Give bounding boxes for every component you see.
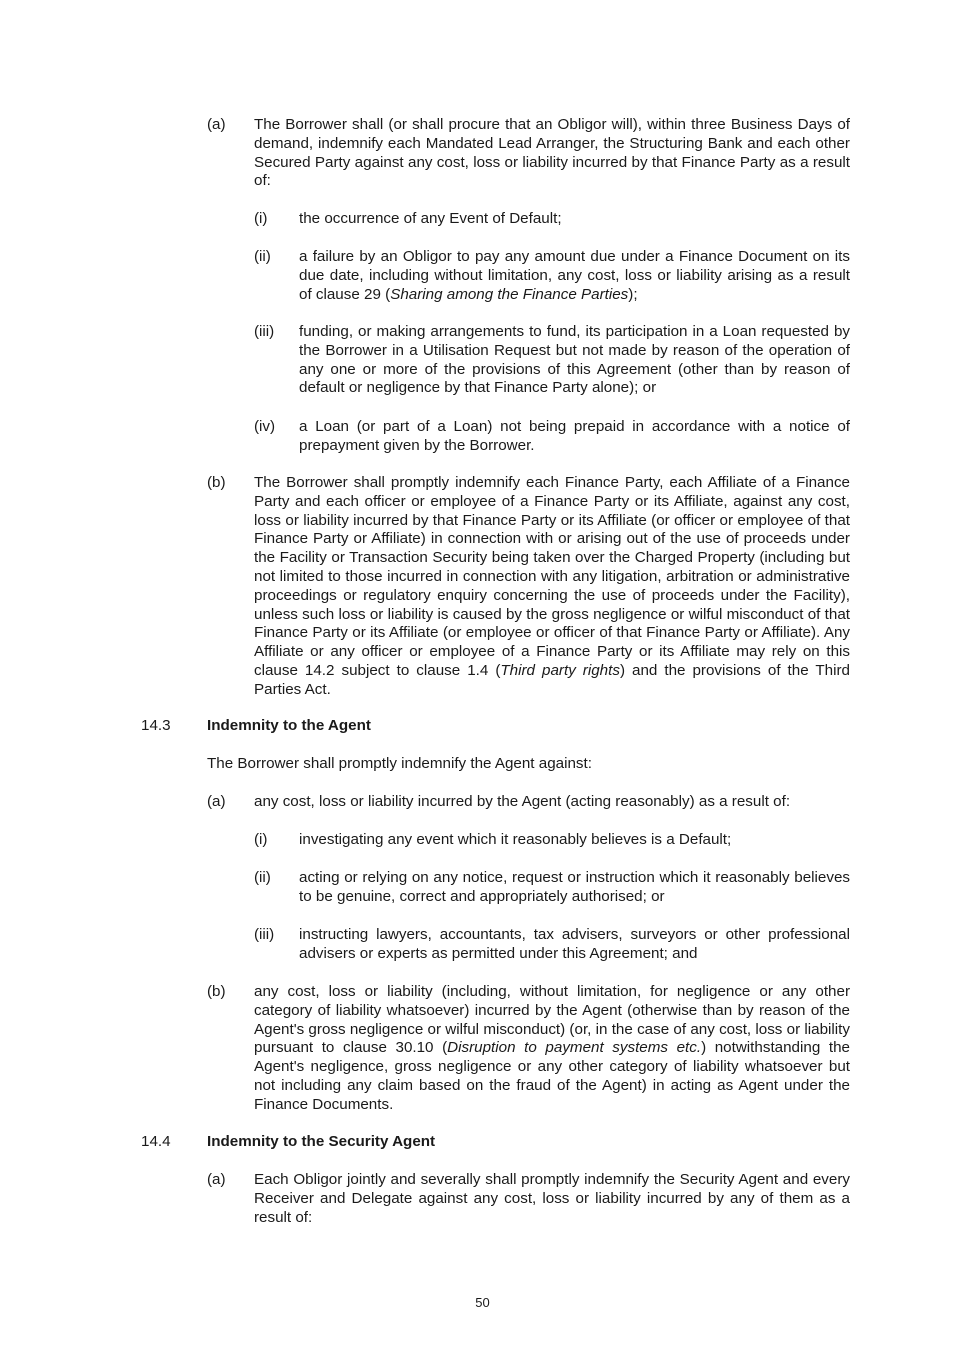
clause-label: (a) <box>207 793 226 810</box>
subclause-label: (i) <box>254 831 268 848</box>
clause-label: (a) <box>207 116 226 133</box>
subclause-label: (ii) <box>254 869 271 886</box>
subclause-text: a failure by an Obligor to pay any amount due under a Finance Document on its due date, including without limitation, any cost, loss or liability arising as a result of clause 29 (Sharing among the Finance Parties); <box>299 248 850 303</box>
subclause-label: (iii) <box>254 323 275 340</box>
clause-label: (a) <box>207 1171 226 1188</box>
clause-text: any cost, loss or liability incurred by the Agent (acting reasonably) as a result of: <box>254 793 791 810</box>
section-number: 14.4 <box>141 1133 171 1150</box>
subclause-text: the occurrence of any Event of Default; <box>299 210 562 227</box>
subclause-text: investigating any event which it reasonably believes is a Default; <box>299 831 732 848</box>
section-number: 14.3 <box>141 717 171 734</box>
subclause-label: (iii) <box>254 926 275 943</box>
clause-text: The Borrower shall promptly indemnify each Finance Party, each Affiliate of a Finance Party and each officer or employee of a Finance Party or its Affiliate, against any cost, loss or liability incurred by that Finance Party or its Affiliate (or officer or employee of that Finance Party or Affiliate) in connection with or arising out of the use of proceeds under the Facility or Transaction Security being taken over the Charged Property (including but not limited to those incurred in connection with any litigation, arbitration or administrative proceedings or regulatory enquiry concerning the use of proceeds under the Facility), unless such loss or liability is caused by the gross negligence or wilful misconduct of that Finance Party or its Affiliate (or employee or officer of that Finance Party or Affiliate). Any Affiliate or any officer or employee of a Finance Party or its Affiliate may rely on this clause 14.2 subject to clause 1.4 (Third party rights) and the provisions of the Third Parties Act. <box>254 474 850 698</box>
subclause-label: (ii) <box>254 248 271 265</box>
section-heading: Indemnity to the Agent <box>207 717 371 734</box>
subclause-label: (iv) <box>254 418 276 435</box>
clause-label: (b) <box>207 474 226 491</box>
section-intro: The Borrower shall promptly indemnify the Agent against: <box>207 755 592 772</box>
page-number: 50 <box>475 1295 490 1310</box>
clause-text: Each Obligor jointly and severally shall promptly indemnify the Security Agent and every Receiver and Delegate against any cost, loss or liability incurred by any of them as a result of: <box>254 1171 850 1226</box>
clause-text: The Borrower shall (or shall procure that an Obligor will), within three Business Days of demand, indemnify each Mandated Lead Arranger, the Structuring Bank and each other Secured Party against any cost, loss or liability incurred by that Finance Party as a result of: <box>254 116 850 190</box>
subclause-text: funding, or making arrangements to fund, its participation in a Loan requested by the Borrower in a Utilisation Request but not made by reason of the operation of any one or more of the provisions of this Agreement (other than by reason of default or negligence by that Finance Party alone); or <box>299 323 850 397</box>
clause-text: any cost, loss or liability (including, without limitation, for negligence or any other category of liability whatsoever) incurred by the Agent (otherwise than by reason of the Agent's gross negligence or wilful misconduct) (or, in the case of any cost, loss or liability pursuant to clause 30.10 (Disruption to payment systems etc.) notwithstanding the Agent's negligence, gross negligence or any other category of liability whatsoever but not including any claim based on the fraud of the Agent) in acting as Agent under the Finance Documents. <box>254 983 850 1113</box>
italic-reference: Disruption to payment systems etc. <box>447 1039 702 1057</box>
subclause-text: instructing lawyers, accountants, tax advisers, surveyors or other professional advisers or experts as permitted under this Agreement; and <box>299 926 850 962</box>
subclause-text: a Loan (or part of a Loan) not being prepaid in accordance with a notice of prepayment given by the Borrower. <box>299 418 850 454</box>
subclause-text: acting or relying on any notice, request or instruction which it reasonably believes to be genuine, correct and appropriately authorised; or <box>299 869 850 905</box>
section-heading: Indemnity to the Security Agent <box>207 1133 436 1150</box>
subclause-label: (i) <box>254 210 268 227</box>
italic-reference: Third party rights <box>500 661 620 679</box>
italic-reference: Sharing among the Finance Parties <box>390 285 629 303</box>
clause-label: (b) <box>207 983 226 1000</box>
